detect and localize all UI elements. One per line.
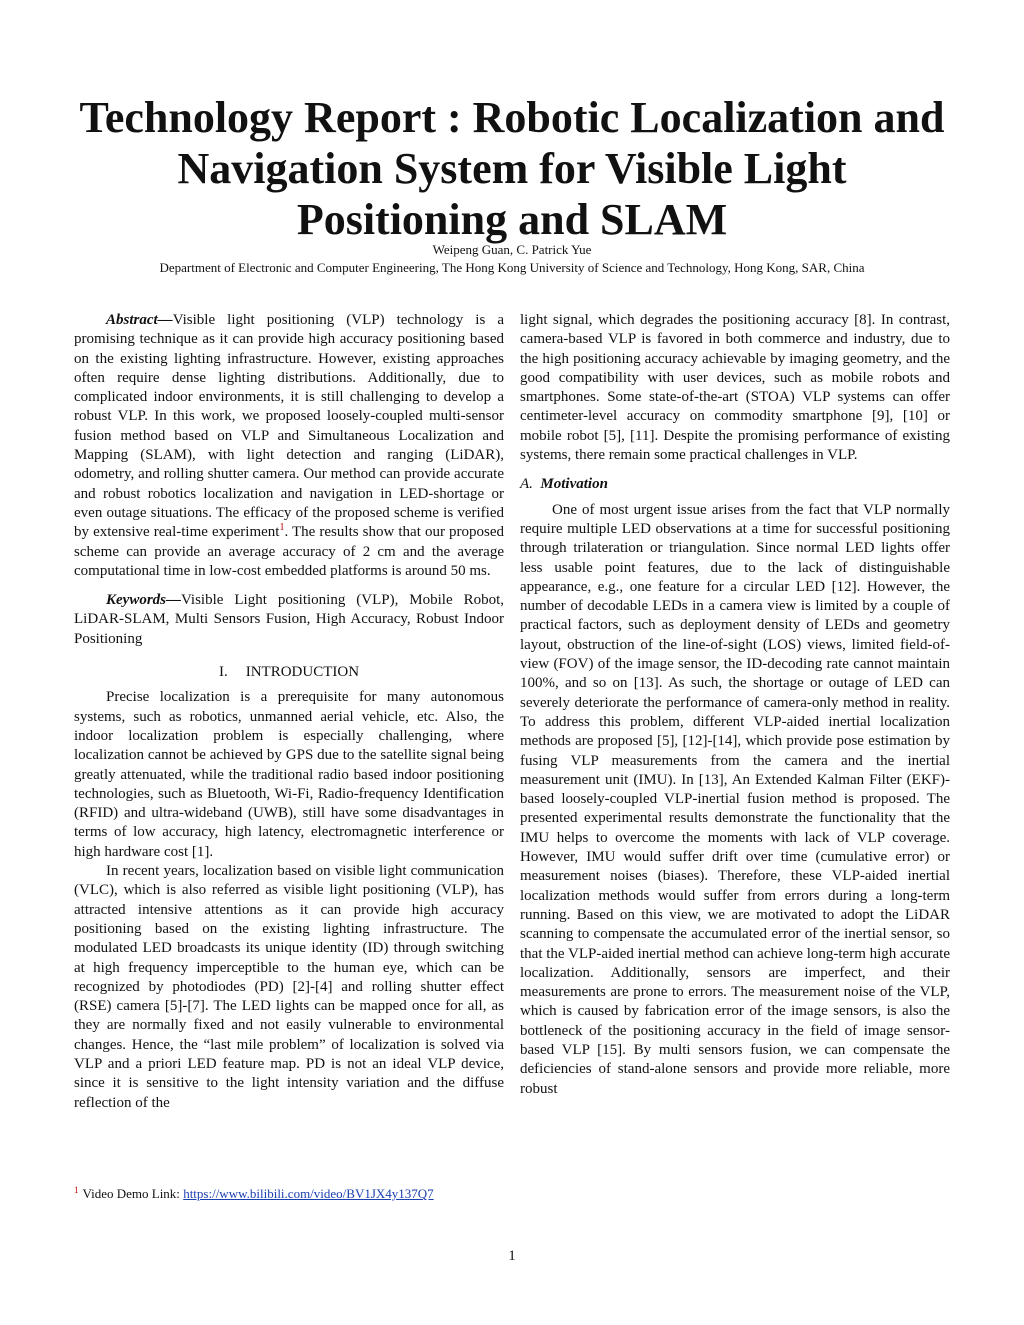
section-initial: I — [245, 664, 251, 681]
section-number: I. — [218, 664, 228, 681]
subsection-title: Motivation — [540, 476, 608, 493]
footnote-label: Video Demo Link: — [82, 1186, 184, 1201]
footnote-mark: 1 — [74, 1184, 79, 1195]
abstract-text-b: . The results show that our proposed scheme can provide an average accuracy of 2 cm and the average computational time in low-cost embedded platforms is around 50 ms. — [74, 524, 504, 579]
section-title-rest: NTRODUCTION — [250, 664, 360, 681]
page-number: 1 — [508, 1248, 516, 1264]
title-line-2: Navigation System for Visible Light — [177, 144, 847, 193]
title-line-1: Technology Report : Robotic Localization and — [79, 93, 945, 142]
subsection-heading-motivation — [520, 475, 950, 494]
abstract-label: Abstract— — [106, 312, 173, 328]
subsection-label: A. — [520, 476, 533, 493]
left-column — [74, 311, 504, 1113]
affiliation: Department of Electronic and Computer Engineering, The Hong Kong University of Science and Technology, Hong Kong, SAR, China — [159, 260, 865, 275]
authors: Weipeng Guan, C. Patrick Yue — [432, 242, 592, 257]
keywords-label: Keywords— — [106, 592, 181, 609]
intro-paragraph-1: Precise localization is a prerequisite for many autonomous systems, such as robotics, unmanned aerial vehicle, etc. Also, the indoor localization problem is especially challenging, where localization cannot be achieved by GPS due to the satellite signal being greatly attenuated, while the traditional radio based indoor positioning technologies, such as Bluetooth, Wi-Fi, Radio-frequency Identification (RFID) and ultra-wideband (UWB), still have some disadvantages in terms of low accuracy, high latency, electromagnetic interference or high hardware cost [1]. — [74, 689, 504, 860]
motivation-paragraph: One of most urgent issue arises from the fact that VLP normally require multiple LED observations at a time for successful positioning through trilateration or triangulation. Since normal LED lights offer less usable point features, due to the lack of distinguishable appearance, e.g., one feature for a circular LED [12]. However, the number of decodable LEDs in a camera view is limited by a couple of practical factors, such as deployment density of LEDs and geometry layout, obstruction of the line-of-sight (LOS) views, limited field-of-view (FOV) of the image sensor, the ID-decoding rate cannot maintain 100%, and so on [13]. As such, the shortage or outage of LED can severely deteriorate the performance of camera-only method in reality. To address this problem, different VLP-aided inertial localization methods are proposed [5], [12]-[14], which provide pose estimation by fusing VLP measurements from the camera and the inertial measurement unit (IMU). In [13], An Extended Kalman Filter (EKF)-based loosely-coupled VLP-inertial fusion method is proposed. The presented experimental results demonstrate the functionality that the IMU helps to overcome the moments with lack of VLP coverage. However, IMU would suffer drift over time (cumulative error) or measurement noises (biases). Therefore, these VLP-aided inertial localization methods would suffer from errors during a long-term running. Based on this view, we are motivated to adopt the LiDAR scanning to compensate the accumulated error of the inertial sensor, so that the VLP-aided inertial method can achieve long-term high accurate localization. Additionally, sensors are imperfect, and their measurements are prone to errors. The measurement noise of the VLP, which is caused by fabrication error of the image sensors, is also the bottleneck of the positioning accuracy in the field of image sensor-based VLP [15]. By multi sensors fusion, we can compensate the deficiencies of stand-alone sensors and provide more reliable, more robust — [520, 501, 950, 1097]
title-line-3: Positioning and SLAM — [296, 195, 728, 244]
paper-title — [40, 92, 984, 245]
keywords — [74, 591, 504, 649]
intro-paragraph-2: In recent years, localization based on visible light communication (VLC), which is also referred as visible light positioning (VLP), has attracted intensive attentions as it can provide high accuracy positioning based on the existing lighting infrastructure. The modulated LED broadcasts its unique identity (ID) through switching at high frequency imperceptible to the human eye, which can be recognized by photodiodes (PD) [2]-[4] and rolling shutter effect (RSE) camera [5]-[7]. The LED lights can be mapped once for all, as they are normally fixed and not easily vulnerable to environmental changes. Hence, the “last mile problem” of localization is solved via VLP and a priori LED feature map. PD is not an ideal VLP device, since it is sensitive to the light intensity variation and the diffuse reflection of the — [74, 863, 504, 1111]
video-demo-link[interactable]: https://www.bilibili.com/video/BV1JX4y137Q7 — [183, 1186, 434, 1201]
right-column — [520, 311, 950, 1099]
keywords-text: Visible Light positioning (VLP), Mobile Robot, LiDAR-SLAM, Multi Sensors Fusion, High Accuracy, Robust Indoor Positioning — [74, 592, 504, 647]
abstract-text-a: Visible light positioning (VLP) technology is a promising technique as it can provide high accuracy positioning based on the existing lighting infrastructure. However, existing approaches often require dense lighting distributions. Additionally, due to complicated indoor environments, it is still challenging to develop a robust VLP. In this work, we proposed loosely-coupled multi-sensor fusion method based on VLP and Simultaneous Localization and Mapping (SLAM), with light detection and ranging (LiDAR), odometry, and rolling shutter camera. Our method can provide accurate and robust robotics localization and navigation in LED-shortage or even outage situations. The efficacy of the proposed scheme is verified by extensive real-time experiment — [74, 312, 504, 541]
abstract — [74, 311, 504, 581]
intro-paragraph-continued: light signal, which degrades the positioning accuracy [8]. In contrast, camera-based VLP is favored in both commerce and industry, due to the high positioning accuracy achievable by imaging geometry, and the good compatibility with user devices, such as mobile robots and smartphones. Some state-of-the-art (STOA) VLP systems can offer centimeter-level accuracy on commodity smartphone [9], [10] or mobile robot [5], [11]. Despite the promising performance of existing systems, there remain some practical challenges in VLP. — [520, 312, 950, 464]
footnote — [74, 1186, 434, 1202]
section-heading-introduction — [74, 663, 504, 682]
abstract-footnote-mark[interactable]: 1 — [279, 522, 285, 534]
